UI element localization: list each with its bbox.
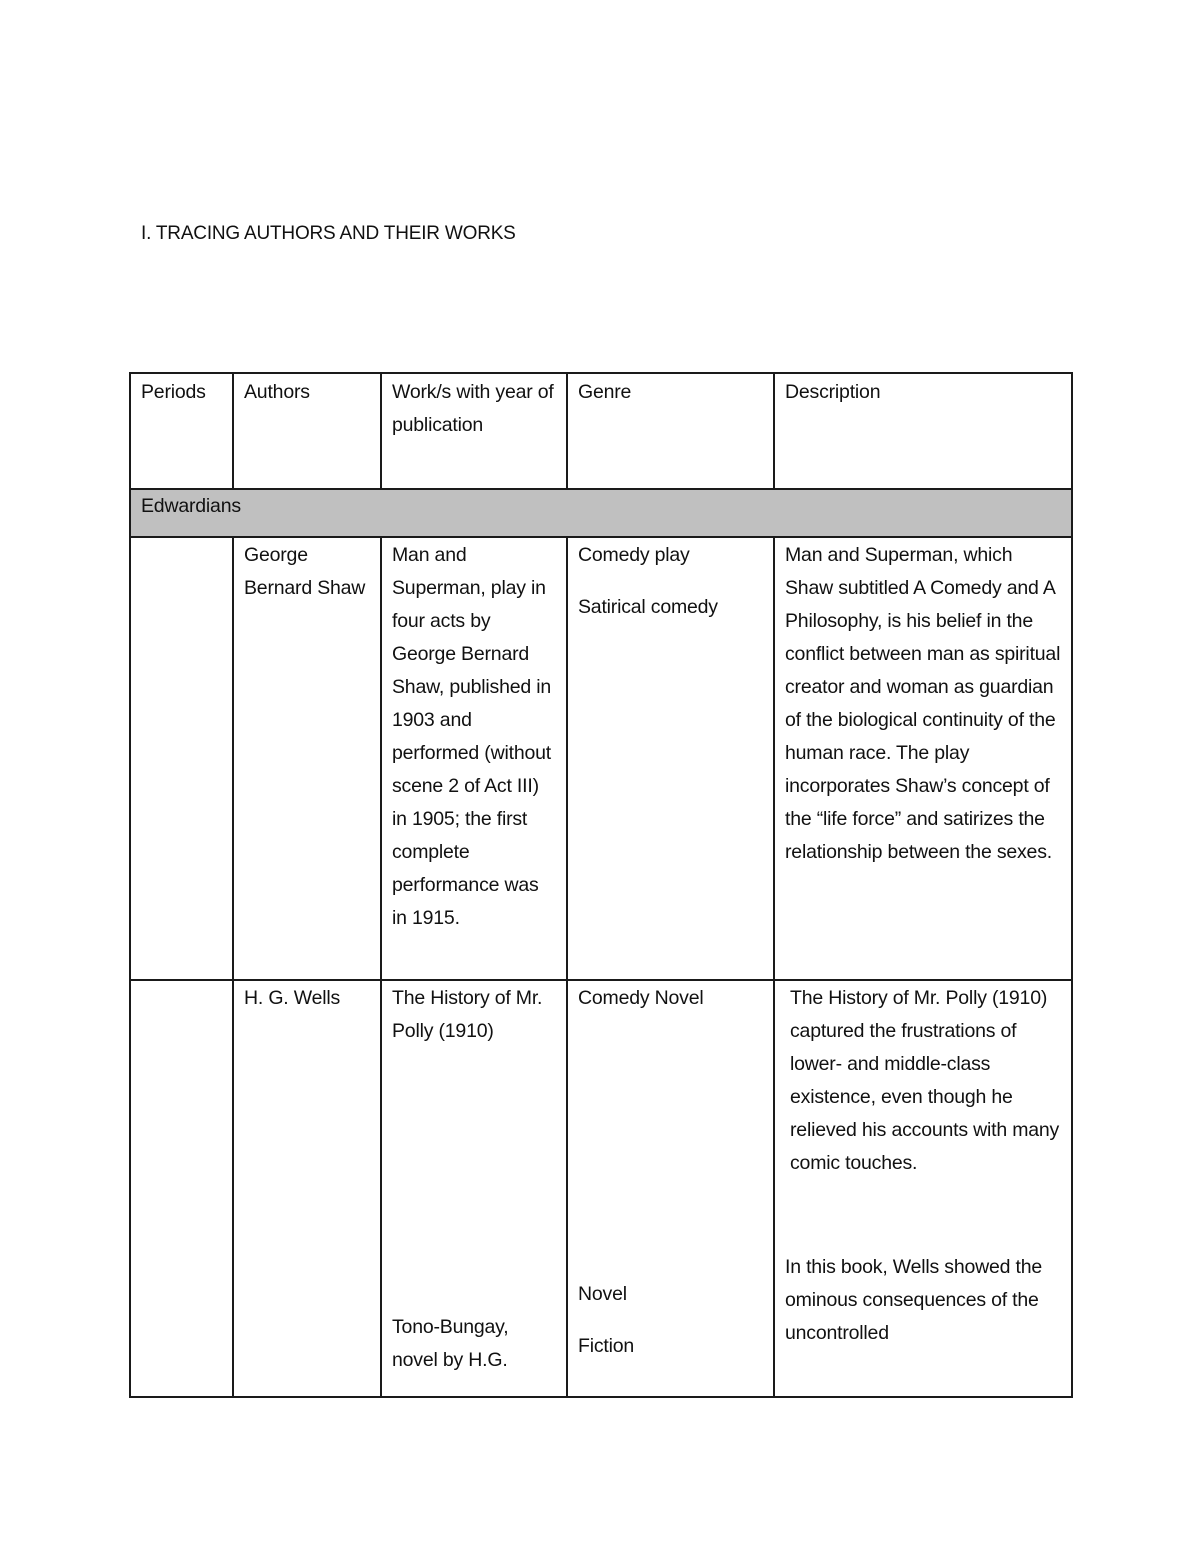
- genre-cell: [567, 537, 774, 980]
- works-cell: [381, 980, 567, 1397]
- work-entry: The History of Mr. Polly (1910): [392, 987, 543, 1042]
- author-cell: George Bernard Shaw: [233, 537, 381, 980]
- work-entry: Tono-Bungay, novel by H.G.: [392, 1316, 509, 1371]
- description-cell: [774, 537, 1072, 980]
- header-row: [130, 373, 1072, 489]
- header-genre: Genre: [567, 373, 774, 489]
- header-authors: Authors: [233, 373, 381, 489]
- works-cell: [381, 537, 567, 980]
- genre-entry: Fiction: [578, 1335, 635, 1357]
- genre-cell: [567, 980, 774, 1397]
- section-label: Edwardians: [130, 489, 1072, 537]
- authors-works-table: [129, 372, 1073, 1398]
- period-cell: [130, 537, 233, 980]
- genre-entry: Comedy play: [578, 544, 690, 566]
- description-cell: [774, 980, 1072, 1397]
- description-entry: In this book, Wells showed the ominous consequences of the uncontrolled: [785, 1256, 1043, 1344]
- section-row: [130, 489, 1072, 537]
- genre-entry: Novel: [578, 1283, 627, 1305]
- description-entry: The History of Mr. Polly (1910) captured the frustrations of lower- and middle-class existence, even though he relieved his accounts with many comic touches.: [790, 987, 1060, 1174]
- description-entry: Man and Superman, which Shaw subtitled A Comedy and A Philosophy, is his belief in the conflict between man as spiritual creator and woman as guardian of the biological continuity of the human race. The play incorporates Shaw’s concept of the “life force” and satirizes the relationship between the sexes.: [785, 544, 1061, 863]
- author-cell: H. G. Wells: [233, 980, 381, 1397]
- period-cell: [130, 980, 233, 1397]
- header-works: Work/s with year of publication: [381, 373, 567, 489]
- genre-entry: Comedy Novel: [578, 987, 704, 1009]
- header-periods: Periods: [130, 373, 233, 489]
- table-row: [130, 537, 1072, 980]
- table-row: [130, 980, 1072, 1397]
- work-entry: Man and Superman, play in four acts by George Bernard Shaw, published in 1903 and performed (without scene 2 of Act III) in 1905; the first complete performance was in 1915.: [392, 544, 552, 929]
- page-heading: I. TRACING AUTHORS AND THEIR WORKS: [141, 223, 516, 244]
- genre-entry: Satirical comedy: [578, 596, 718, 618]
- header-description: Description: [774, 373, 1072, 489]
